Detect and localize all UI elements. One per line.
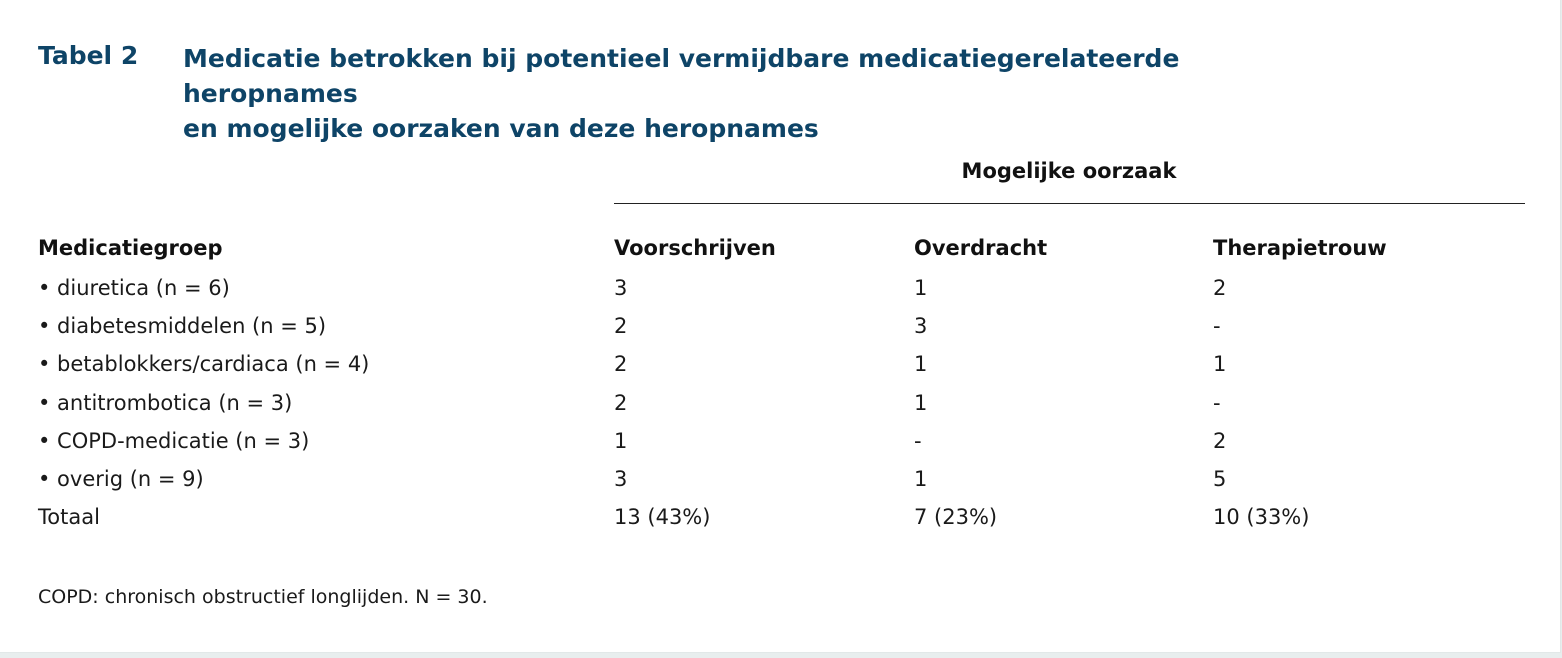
row-label: Totaal	[38, 505, 100, 529]
cell-therapietrouw: 10 (33%)	[1213, 505, 1310, 529]
cell-voorschrijven: 2	[614, 391, 628, 415]
column-header-overdracht: Overdracht	[914, 236, 1048, 260]
table-title-line-1: Medicatie betrokken bij potentieel vermijdbare medicatiegerelateerde heropnames	[183, 44, 1180, 108]
table-label: Tabel 2	[38, 41, 139, 70]
row-label: • overig (n = 9)	[38, 467, 204, 491]
cell-therapietrouw: -	[1213, 391, 1221, 415]
group-header: Mogelijke oorzaak	[961, 159, 1177, 183]
table-title	[183, 41, 1333, 146]
cell-voorschrijven: 13 (43%)	[614, 505, 711, 529]
table-footnote: COPD: chronisch obstructief longlijden. N = 30.	[38, 586, 488, 608]
cell-voorschrijven: 3	[614, 276, 628, 300]
group-header-rule	[614, 203, 1525, 204]
cell-overdracht: 1	[914, 276, 928, 300]
cell-voorschrijven: 1	[614, 429, 628, 453]
row-label: • antitrombotica (n = 3)	[38, 391, 293, 415]
row-label: • betablokkers/cardiaca (n = 4)	[38, 352, 370, 376]
cell-overdracht: 3	[914, 314, 928, 338]
row-label: • diabetesmiddelen (n = 5)	[38, 314, 327, 338]
cell-voorschrijven: 3	[614, 467, 628, 491]
cell-therapietrouw: -	[1213, 314, 1221, 338]
cell-therapietrouw: 5	[1213, 467, 1227, 491]
cell-overdracht: -	[914, 429, 922, 453]
cell-overdracht: 1	[914, 467, 928, 491]
cell-therapietrouw: 2	[1213, 276, 1227, 300]
cell-overdracht: 7 (23%)	[914, 505, 998, 529]
table-title-line-2: en mogelijke oorzaken van deze heropnames	[183, 114, 819, 143]
column-header-voorschrijven: Voorschrijven	[614, 236, 776, 260]
row-label: • diuretica (n = 6)	[38, 276, 230, 300]
column-header-medicatiegroep: Medicatiegroep	[38, 236, 223, 260]
row-label: • COPD-medicatie (n = 3)	[38, 429, 310, 453]
cell-overdracht: 1	[914, 391, 928, 415]
cell-overdracht: 1	[914, 352, 928, 376]
cell-therapietrouw: 2	[1213, 429, 1227, 453]
cell-voorschrijven: 2	[614, 352, 628, 376]
cell-voorschrijven: 2	[614, 314, 628, 338]
cell-therapietrouw: 1	[1213, 352, 1227, 376]
column-header-therapietrouw: Therapietrouw	[1213, 236, 1387, 260]
